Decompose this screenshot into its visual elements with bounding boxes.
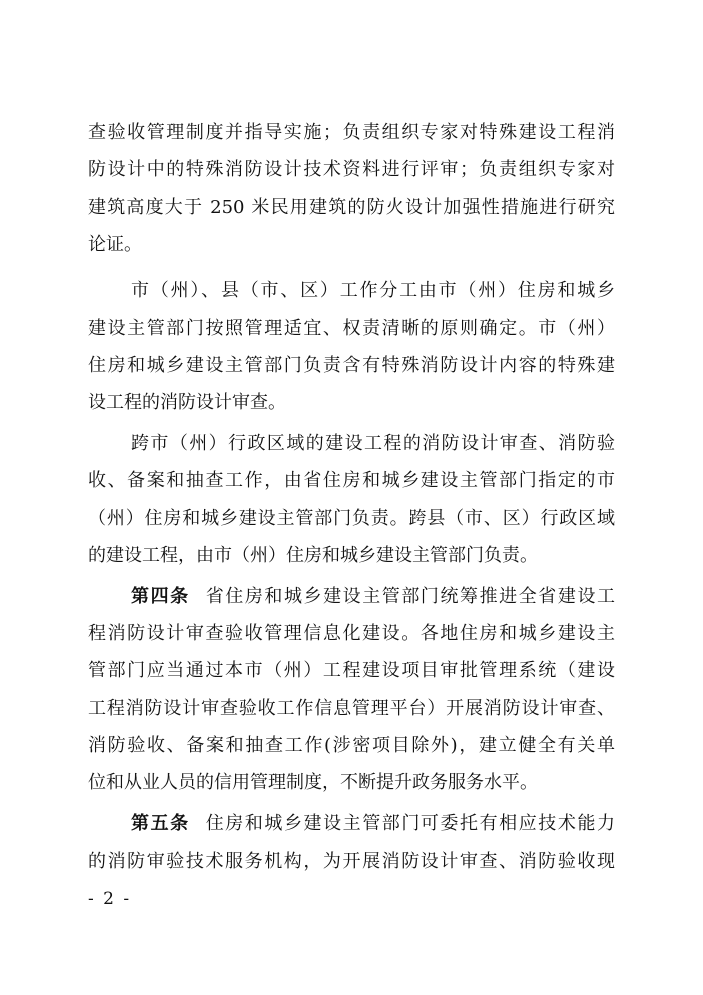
paragraph-1-line-4: 论证。 [88, 234, 142, 255]
article-4-line-2: 程消防设计审查验收管理信息化建设。各地住房和城乡建设主 [88, 623, 615, 644]
paragraph-1-line-1: 查验收管理制度并指导实施；负责组织专家对特殊建设工程消 [88, 122, 615, 143]
article-4-line-6: 位和从业人员的信用管理制度，不断提升政务服务水平。 [88, 772, 538, 793]
article-4-label: 第四条 [131, 586, 190, 607]
article-5-label: 第五条 [131, 813, 190, 834]
article-4-line-5: 消防验收、备案和抽查工作(涉密项目除外)，建立健全有关单 [88, 735, 615, 756]
paragraph-1-line-2: 防设计中的特殊消防设计技术资料进行评审；负责组织专家对 [88, 159, 615, 180]
article-4-line-1 [131, 585, 615, 609]
article-4-text-1: 省住房和城乡建设主管部门统筹推进全省建设工 [205, 586, 615, 607]
article-5-text-1: 住房和城乡建设主管部门可委托有相应技术能力 [205, 813, 615, 834]
paragraph-2-line-3: 住房和城乡建设主管部门负责含有特殊消防设计内容的特殊建 [88, 355, 615, 376]
paragraph-1-line-3: 建筑高度大于 250 米民用建筑的防火设计加强性措施进行研究 [88, 197, 615, 218]
paragraph-2-line-2: 建设主管部门按照管理适宜、权责清晰的原则确定。市（州） [88, 318, 615, 339]
paragraph-3-line-3: （州）住房和城乡建设主管部门负责。跨县（市、区）行政区域 [88, 508, 615, 529]
page-number: - 2 - [88, 889, 132, 909]
article-5-line-2: 的消防审验技术服务机构，为开展消防设计审查、消防验收现 [88, 851, 615, 872]
paragraph-2-line-1: 市（州）、县（市、区）工作分工由市（州）住房和城乡 [131, 280, 615, 301]
paragraph-3-line-4: 的建设工程，由市（州）住房和城乡建设主管部门负责。 [88, 545, 538, 566]
article-4-line-4: 工程消防设计审查验收工作信息管理平台）开展消防设计审查、 [88, 698, 615, 719]
paragraph-2-line-4: 设工程的消防设计审查。 [88, 392, 286, 413]
paragraph-3-line-1: 跨市（州）行政区域的建设工程的消防设计审查、消防验 [131, 433, 615, 454]
article-5-line-1 [131, 812, 615, 836]
article-4-line-3: 管部门应当通过本市（州）工程建设项目审批管理系统（建设 [88, 660, 615, 681]
paragraph-3-line-2: 收、备案和抽查工作，由省住房和城乡建设主管部门指定的市 [88, 470, 615, 491]
